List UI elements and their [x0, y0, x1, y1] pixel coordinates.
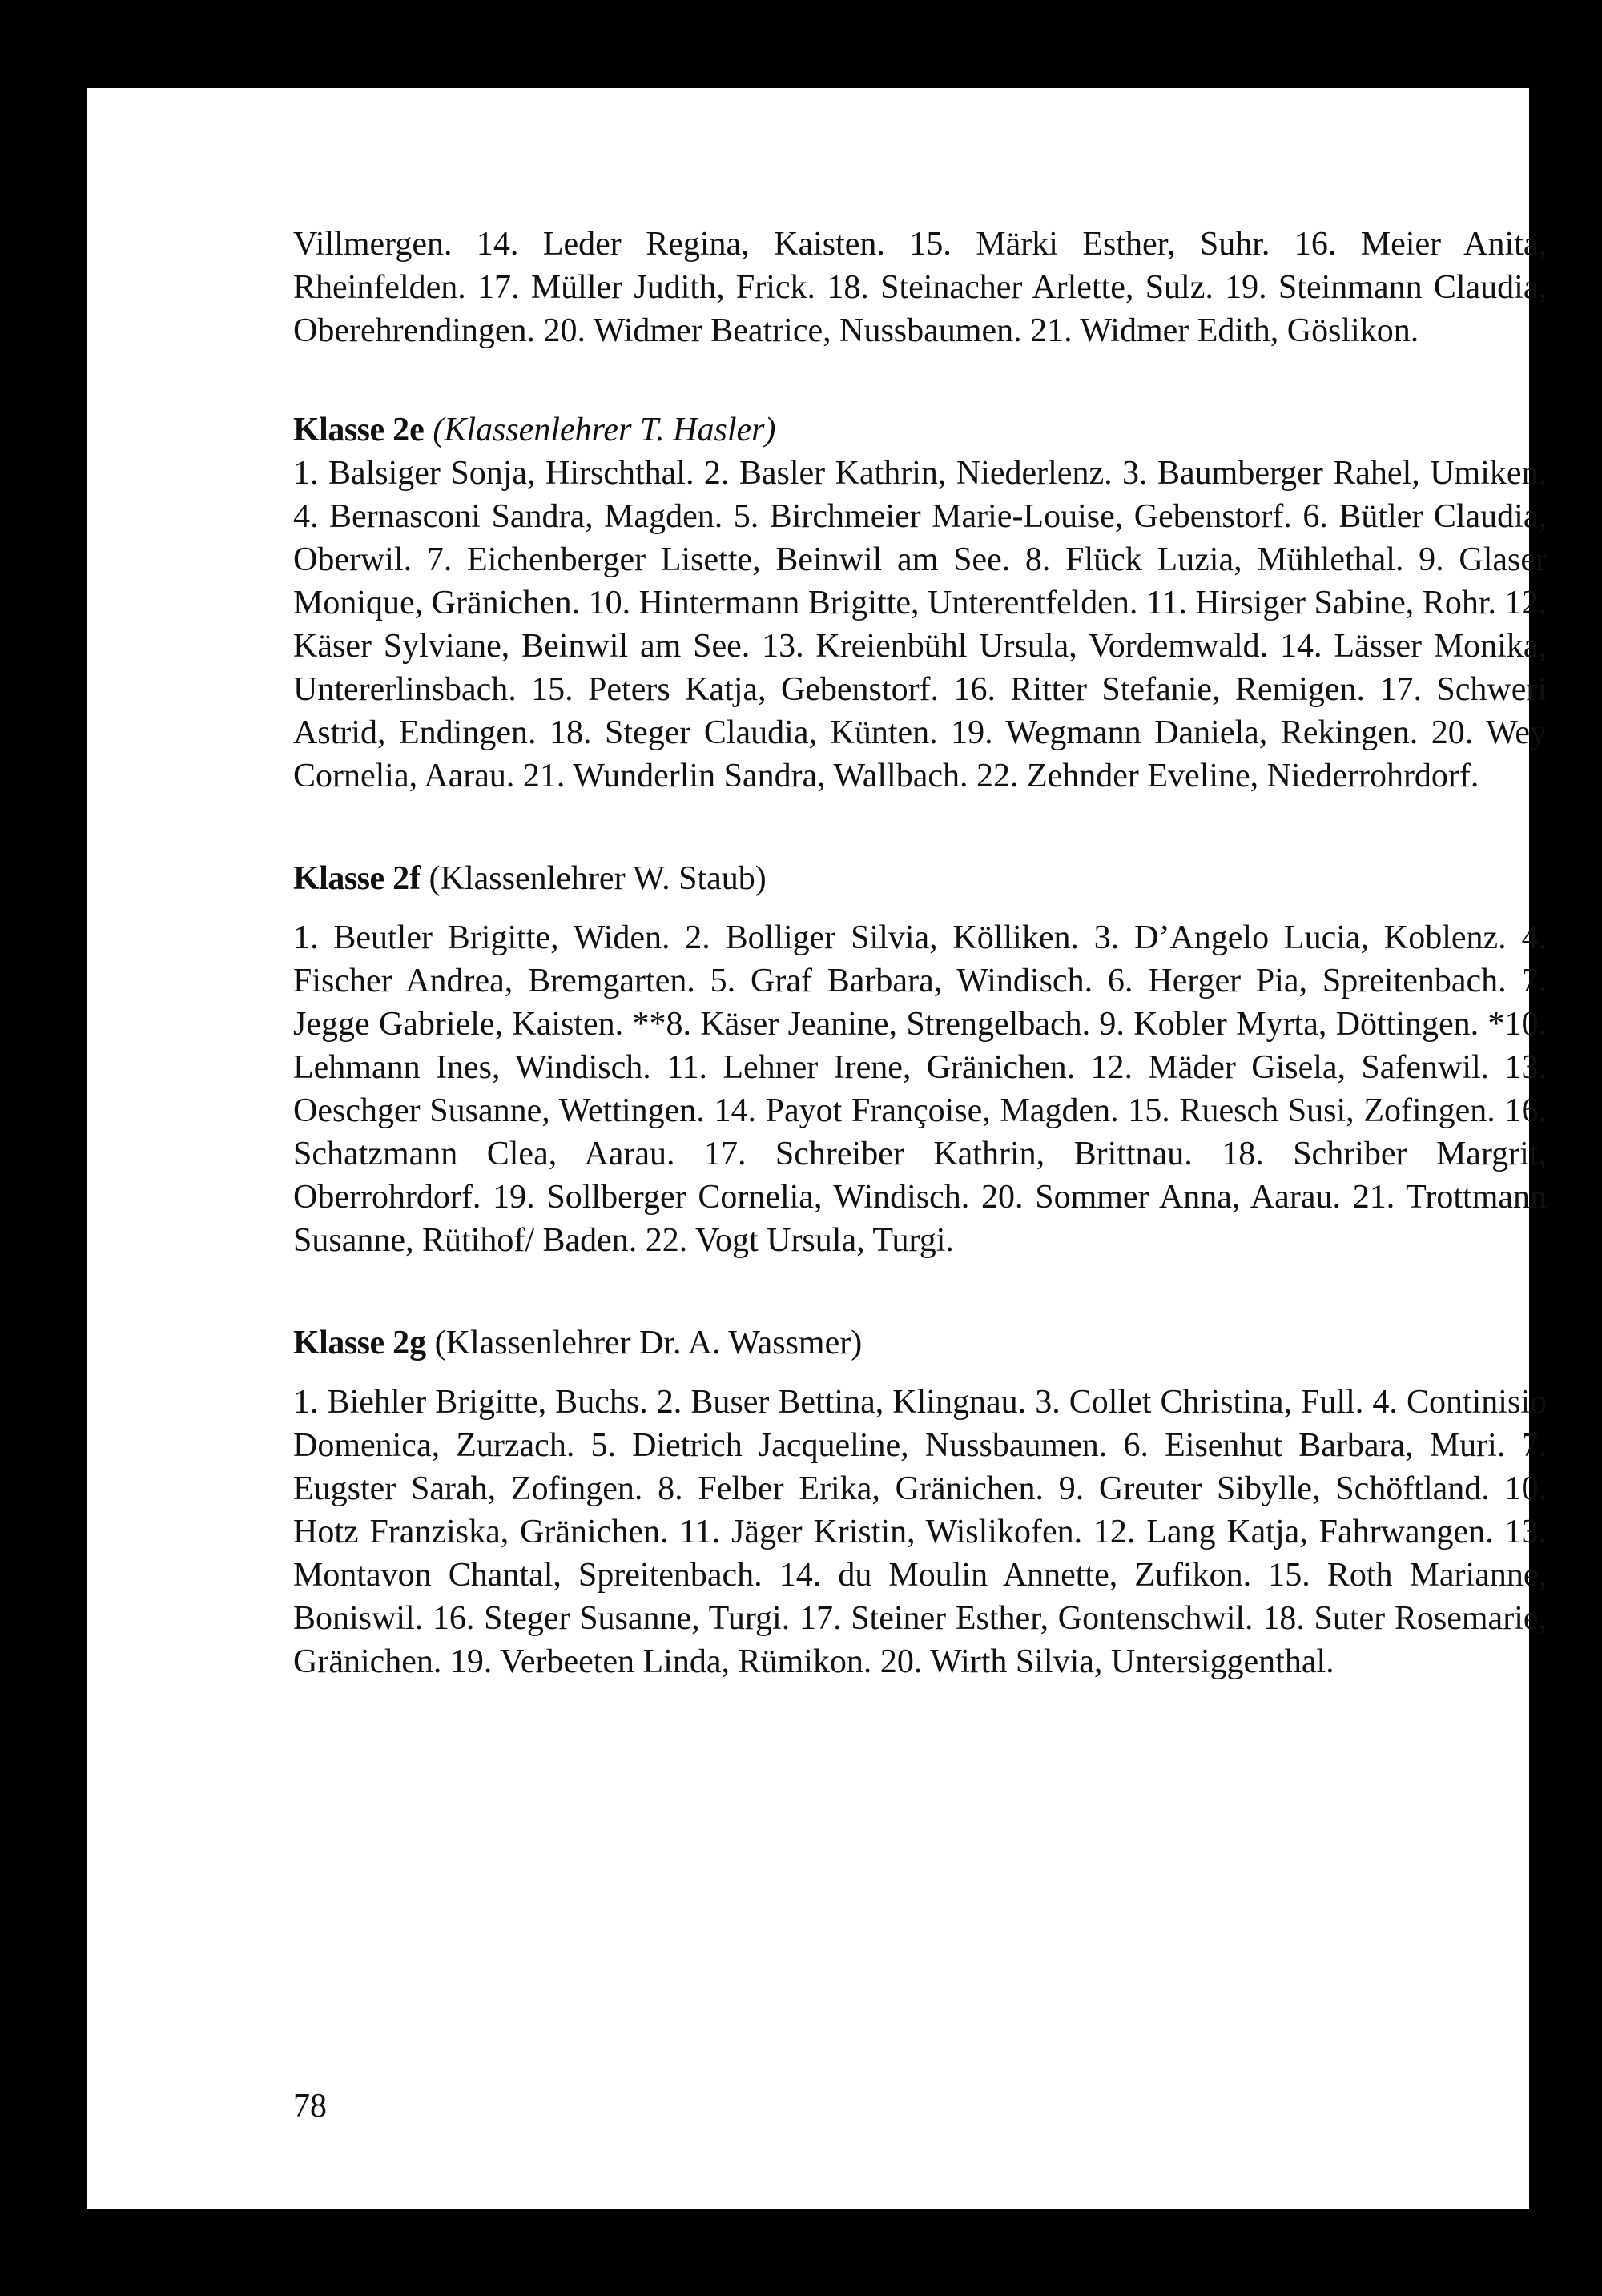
section-heading: [293, 408, 1547, 452]
intro-paragraph: Villmergen. 14. Leder Regina, Kaisten. 15. Märki Esther, Suhr. 16. Meier Anita, Rheinfelden. 17. Müller Judith, Frick. 18. Steinacher Arlette, Sulz. 19. Steinmann Claudia, Oberehrendingen. 20. Widmer Beatrice, Nussbaumen. 21. Widmer Edith, Göslikon.: [293, 226, 1547, 349]
section-klasse-2g: [293, 1321, 1547, 1683]
teacher-name: (Klassenlehrer T. Hasler): [433, 412, 776, 448]
section-klasse-2f: [293, 857, 1547, 1262]
section-klasse-2e: [293, 408, 1547, 798]
document-page: [87, 88, 1547, 2209]
klasse-id: 2e: [392, 412, 425, 448]
klasse-id: 2f: [392, 860, 421, 897]
student-list: 1. Biehler Brigitte, Buchs. 2. Buser Bettina, Klingnau. 3. Collet Christina, Full. 4. Continisio Domenica, Zurzach. 5. Dietrich Jacqueline, Nussbaumen. 6. Eisenhut Barbara, Muri. 7. Eugster Sarah, Zofingen. 8. Felber Erika, Gränichen. 9. Greuter Sibylle, Schöftland. 10. Hotz Franziska, Gränichen. 11. Jäger Kristin, Wislikofen. 12. Lang Katja, Fahrwangen. 13. Montavon Chantal, Spreitenbach. 14. du Moulin Annette, Zufikon. 15. Roth Marianne, Boniswil. 16. Steger Susanne, Turgi. 17. Steiner Esther, Gontenschwil. 18. Suter Rosemarie, Gränichen. 19. Verbeeten Linda, Rümikon. 20. Wirth Silvia, Untersiggenthal.: [293, 1384, 1547, 1680]
klasse-label: Klasse: [293, 412, 384, 448]
klasse-label: Klasse: [293, 860, 384, 897]
section-heading: [293, 1321, 1547, 1365]
student-list: 1. Beutler Brigitte, Widen. 2. Bolliger Silvia, Kölliken. 3. D’Angelo Lucia, Koblenz. 4. Fischer Andrea, Bremgarten. 5. Graf Barbara, Windisch. 6. Herger Pia, Spreitenbach. 7. Jegge Gabriele, Kaisten. **8. Käser Jeanine, Strengelbach. 9. Kobler Myrta, Döttingen. *10. Lehmann Ines, Windisch. 11. Lehner Irene, Gränichen. 12. Mäder Gisela, Safenwil. 13. Oeschger Susanne, Wettingen. 14. Payot Françoise, Magden. 15. Ruesch Susi, Zofingen. 16. Schatzmann Clea, Aarau. 17. Schreiber Kathrin, Brittnau. 18. Schriber Margrit, Oberrohrdorf. 19. Sollberger Cornelia, Windisch. 20. Sommer Anna, Aarau. 21. Trottmann Susanne, Rütihof/ Baden. 22. Vogt Ursula, Turgi.: [293, 919, 1547, 1259]
student-list: 1. Balsiger Sonja, Hirschthal. 2. Basler Kathrin, Niederlenz. 3. Baumberger Rahel, Umiken. 4. Bernasconi Sandra, Magden. 5. Birchmeier Marie-Louise, Gebenstorf. 6. Bütler Claudia, Oberwil. 7. Eichenberger Lisette, Beinwil am See. 8. Flück Luzia, Mühlethal. 9. Glaser Monique, Gränichen. 10. Hintermann Brigitte, Unterentfelden. 11. Hirsiger Sabine, Rohr. 12. Käser Sylviane, Beinwil am See. 13. Kreienbühl Ursula, Vordemwald. 14. Lässer Monika, Untererlinsbach. 15. Peters Katja, Gebenstorf. 16. Ritter Stefanie, Remigen. 17. Schweri Astrid, Endingen. 18. Steger Claudia, Künten. 19. Wegmann Daniela, Rekingen. 20. Wey Cornelia, Aarau. 21. Wunderlin Sandra, Wallbach. 22. Zehnder Eveline, Niederrohrdorf.: [293, 455, 1547, 794]
klasse-id: 2g: [392, 1325, 427, 1361]
teacher-name: (Klassenlehrer W. Staub): [429, 860, 767, 897]
page-number: 78: [293, 2088, 327, 2125]
page-content: [293, 223, 1547, 1743]
teacher-name: (Klassenlehrer Dr. A. Wassmer): [434, 1325, 863, 1361]
section-heading: [293, 857, 1547, 900]
klasse-label: Klasse: [293, 1325, 384, 1361]
